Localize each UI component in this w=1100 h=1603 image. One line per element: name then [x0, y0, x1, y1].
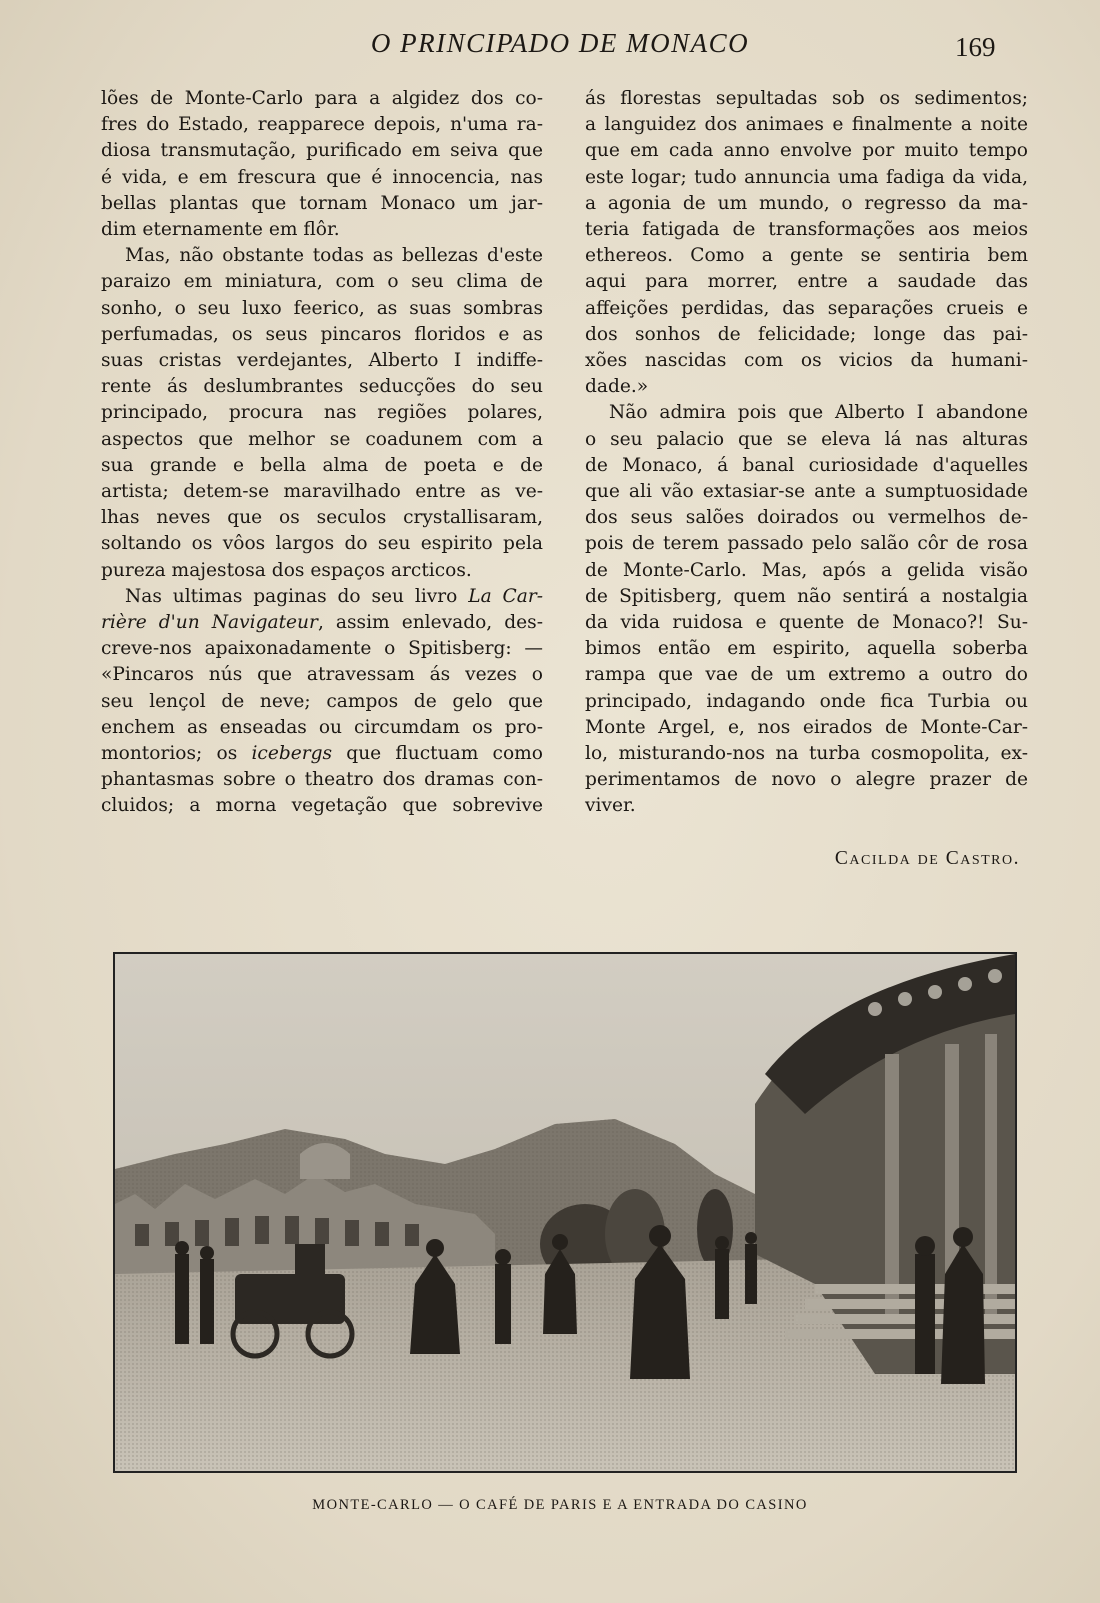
text-run: montorios; os — [101, 743, 252, 765]
text-line: Não admira pois que Alberto I abandone — [609, 402, 1028, 424]
text-line: de Spitisberg, quem não sentirá a nostalgia — [585, 585, 1028, 607]
text-line — [101, 610, 543, 636]
paragraph — [101, 243, 543, 584]
text-line: cluidos; a morna vegetação que sobrevive — [101, 795, 543, 817]
text-line: que em cada anno envolve por muito tempo — [585, 140, 1028, 162]
text-line: perfumadas, os seus pincaros floridos e as — [101, 323, 543, 345]
text-line: artista; detem-se maravilhado entre as ve- — [101, 481, 543, 503]
italic-word: icebergs — [251, 743, 333, 765]
book-title: La Car- — [468, 585, 543, 607]
text-line: perimentamos de novo o alegre prazer de — [585, 769, 1028, 791]
text-line: lhas neves que os seculos crystallisaram, — [101, 507, 543, 529]
text-line: paraizo em miniatura, com o seu clima de — [101, 271, 543, 293]
text-line: sonho, o seu luxo feerico, as suas sombras — [101, 297, 543, 319]
text-line: aqui para morrer, entre a saudade das — [585, 271, 1028, 293]
text-line: de Monaco, á banal curiosidade d'aquelles — [585, 454, 1028, 476]
text-line: é vida, e em frescura que é innocencia, nas — [101, 166, 543, 188]
text-line: de Monte-Carlo. Mas, após a gelida visão — [585, 559, 1028, 581]
text-line: dos sonhos de felicidade; longe das pai- — [585, 323, 1028, 345]
author-signature: Cacilda de Castro. — [834, 848, 1020, 869]
paragraph — [101, 584, 543, 820]
text-line: pois de terem passado pelo salão côr de rosa — [585, 533, 1028, 555]
text-line: da vida ruidosa e quente de Monaco?! Su- — [585, 612, 1028, 634]
left-text-column — [101, 86, 543, 820]
text-line: viver. — [585, 795, 636, 817]
text-line — [101, 584, 543, 610]
text-line: enchem as enseadas ou circumdam os pro- — [101, 716, 543, 738]
text-line: principado, indagando onde fica Turbia ou — [585, 690, 1028, 712]
text-line: rente ás deslumbrantes seducções do seu — [101, 376, 543, 398]
text-run: Nas ultimas paginas do seu livro — [125, 585, 469, 607]
text-line: Monte Argel, e, nos eirados de Monte-Car- — [585, 716, 1028, 738]
photo-caption: MONTE-CARLO — O CAFÉ DE PARIS E A ENTRADA DO CASINO — [312, 1497, 808, 1513]
text-line: Mas, não obstante todas as bellezas d'este — [125, 245, 543, 267]
text-line: soltando os vôos largos do seu espirito pela — [101, 533, 543, 555]
text-line: pureza majestosa dos espaços arcticos. — [101, 559, 472, 581]
text-run: que fluctuam como — [332, 743, 543, 765]
text-line: lo, misturando-nos na turba cosmopolita, ex- — [585, 743, 1028, 765]
text-line: «Pincaros nús que atravessam ás vezes o — [101, 664, 543, 686]
text-line: este logar; tudo annuncia uma fadiga da vida, — [585, 166, 1028, 188]
text-line: ás florestas sepultadas sob os sedimentos; — [585, 88, 1028, 109]
paragraph — [101, 86, 543, 243]
book-title: rière d'un Navigateur — [101, 612, 318, 634]
halftone-photograph — [113, 952, 1017, 1473]
text-line: diosa transmutação, purificado em seiva que — [101, 140, 543, 162]
text-line: bimos então em espirito, aquella soberba — [585, 638, 1028, 660]
text-line: sua grande e bella alma de poeta e de — [101, 454, 543, 476]
text-line: a languidez dos animaes e finalmente a noite — [585, 114, 1028, 136]
paragraph — [585, 400, 1028, 819]
text-line: xões nascidas com os vicios da humani- — [585, 350, 1028, 372]
page-number: 169 — [955, 32, 996, 62]
page-title: O PRINCIPADO DE MONACO — [370, 28, 750, 58]
text-line — [101, 741, 543, 767]
text-line: teria fatigada de transformações aos meios — [585, 219, 1028, 241]
text-line: o seu palacio que se eleva lá nas alturas — [585, 428, 1028, 450]
text-line: dade.» — [585, 376, 649, 398]
text-line: a agonia de um mundo, o regresso da ma- — [585, 192, 1028, 214]
text-line: fres do Estado, reapparece depois, n'uma ra- — [101, 114, 543, 136]
right-text-column — [585, 86, 1028, 820]
photo-illustration — [115, 954, 1015, 1471]
running-head — [0, 28, 1100, 68]
text-line: seu lençol de neve; campos de gelo que — [101, 690, 543, 712]
text-line: que ali vão extasiar-se ante a sumptuosidade — [585, 481, 1028, 503]
text-line: lões de Monte-Carlo para a algidez dos co- — [101, 88, 543, 109]
text-line: rampa que vae de um extremo a outro do — [585, 664, 1028, 686]
text-line: phantasmas sobre o theatro dos dramas con- — [101, 769, 543, 791]
text-line: dim eternamente em flôr. — [101, 219, 340, 241]
text-line: suas cristas verdejantes, Alberto I indiffe- — [101, 350, 543, 372]
text-line: ethereos. Como a gente se sentiria bem — [585, 245, 1028, 267]
paragraph — [585, 86, 1028, 400]
text-run: , assim enlevado, des- — [317, 612, 543, 634]
text-line: aspectos que melhor se coadunem com a — [101, 428, 543, 450]
text-line: bellas plantas que tornam Monaco um jar- — [101, 192, 543, 214]
text-line: creve-nos apaixonadamente o Spitisberg: — — [101, 638, 543, 660]
text-line: affeições perdidas, das separações crueis e — [585, 297, 1028, 319]
text-line: dos seus salões doirados ou vermelhos de- — [585, 507, 1028, 529]
text-line: principado, procura nas regiões polares, — [101, 402, 543, 424]
